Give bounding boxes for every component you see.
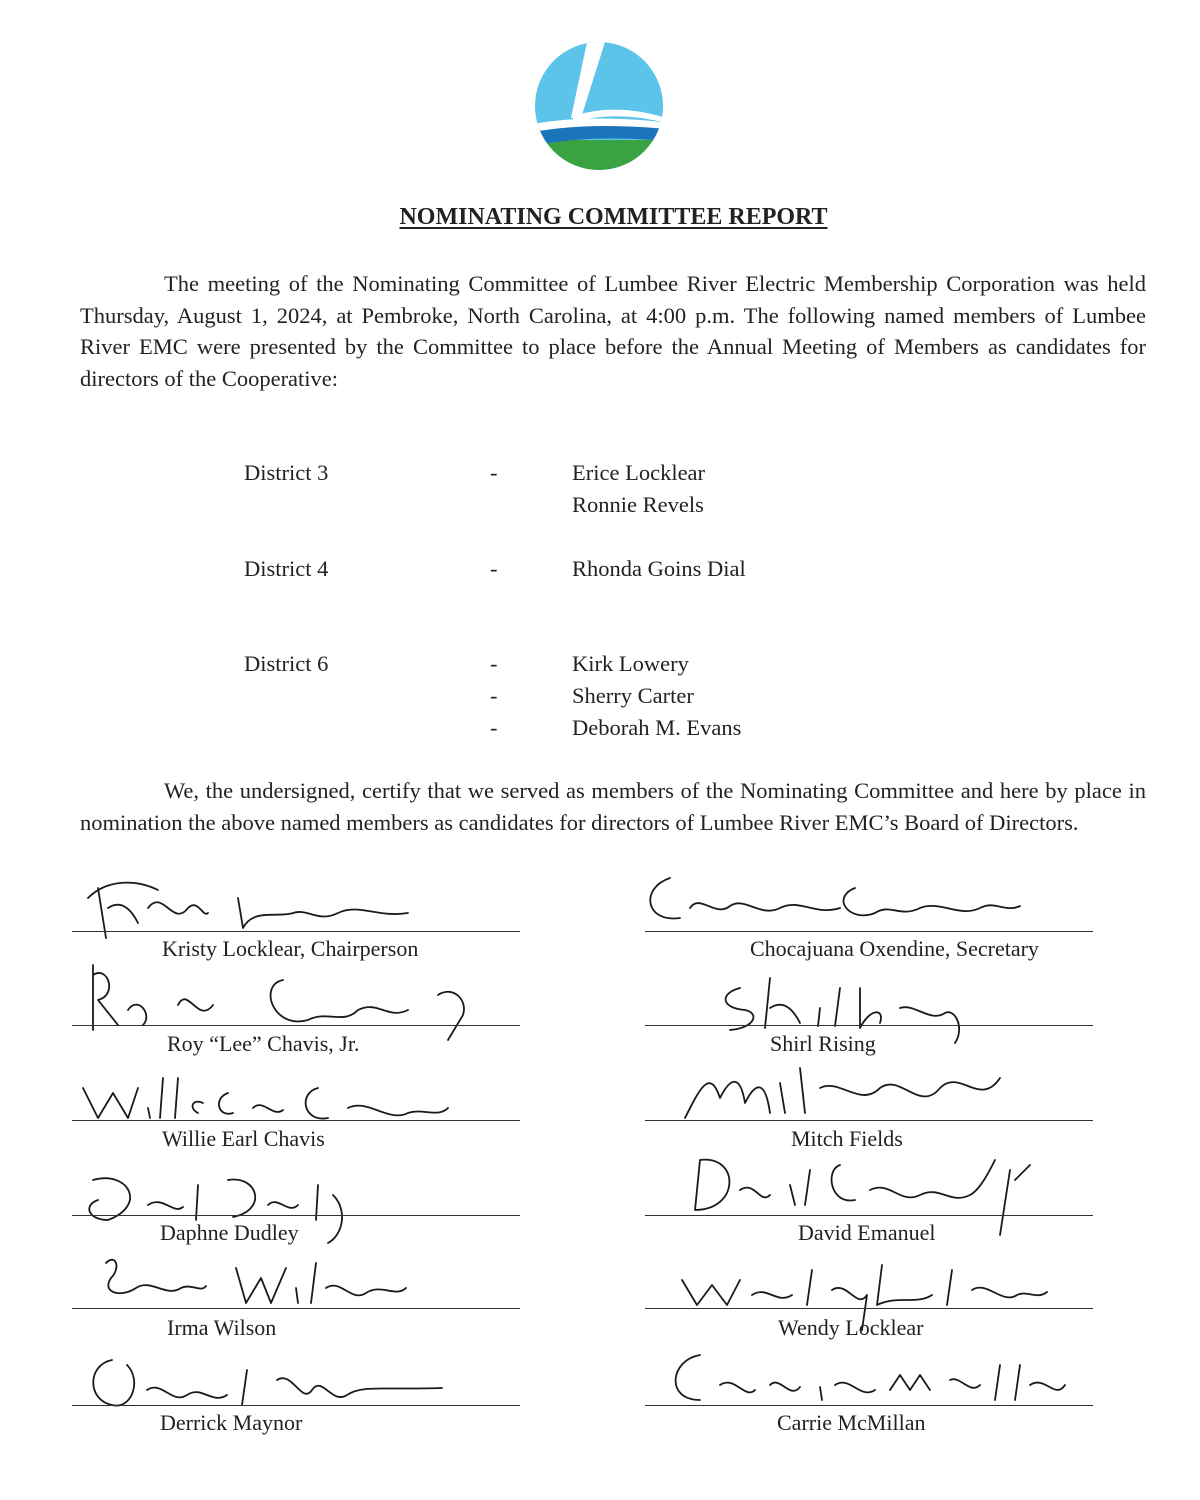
signature-mitch-fields [680,1058,1010,1128]
district-6-label: District 6 [244,651,329,676]
signer-name: Daphne Dudley [160,1220,299,1245]
signature-line [72,1025,520,1026]
district-6-dash: - [490,651,498,676]
signature-chocajuana-oxendine [640,858,1040,938]
district-6-dash: - [490,715,498,740]
district-3-label: District 3 [244,460,329,485]
signer-name: Wendy Locklear [778,1315,924,1340]
signer-name: Mitch Fields [791,1126,903,1151]
signature-line [72,931,520,932]
district-3-dash: - [490,460,498,485]
candidate-name: Rhonda Goins Dial [572,556,746,581]
signer-name: Carrie McMillan [777,1410,926,1435]
district-4-label: District 4 [244,556,329,581]
district-4-dash: - [490,556,498,581]
signature-wendy-locklear [672,1250,1052,1320]
candidate-name: Erice Locklear [572,460,706,485]
signer-name: Chocajuana Oxendine, Secretary [750,936,1039,961]
certification-paragraph [80,775,1146,838]
signature-willie-earl-chavis [78,1068,458,1128]
district-6-dash: - [490,683,498,708]
signature-line [72,1405,520,1406]
signature-line [645,1025,1093,1026]
signature-line [645,1308,1093,1309]
signer-name: Kristy Locklear, Chairperson [162,936,419,961]
candidate-name: Sherry Carter [572,683,694,708]
signature-line [645,1120,1093,1121]
signature-line [72,1215,520,1216]
certification-text: We, the undersigned, certify that we served as members of the Nominating Committee and here by place in nomination the above named members as candidates for directors of Lumbee River EMC’s Board of Directors. [80,778,1146,835]
signature-line [645,1405,1093,1406]
signature-line [72,1308,520,1309]
signer-name: Irma Wilson [167,1315,277,1340]
signature-line [645,1215,1093,1216]
candidate-name: Ronnie Revels [572,492,704,517]
intro-paragraph [80,268,1146,394]
signature-line [72,1120,520,1121]
signature-line [645,931,1093,932]
lumbee-river-emc-logo [533,40,665,172]
signer-name: David Emanuel [798,1220,936,1245]
signature-carrie-mcmillan [660,1345,1070,1420]
report-title: NOMINATING COMMITTEE REPORT [399,204,828,230]
signer-name: Shirl Rising [770,1031,876,1056]
candidate-name: Deborah M. Evans [572,715,742,740]
signer-name: Derrick Maynor [160,1410,303,1435]
candidate-name: Kirk Lowery [572,651,689,676]
signer-name: Roy “Lee” Chavis, Jr. [167,1031,360,1056]
intro-text: The meeting of the Nominating Committee of Lumbee River Electric Membership Corporation was held Thursday, August 1, 2024, at Pembroke, North Carolina, at 4:00 p.m. The following named members of Lumbee River EMC were presented by the Committee to place before the Annual Meeting of Members as candidates for directors of the Cooperative: [80,271,1146,391]
signer-name: Willie Earl Chavis [162,1126,325,1151]
